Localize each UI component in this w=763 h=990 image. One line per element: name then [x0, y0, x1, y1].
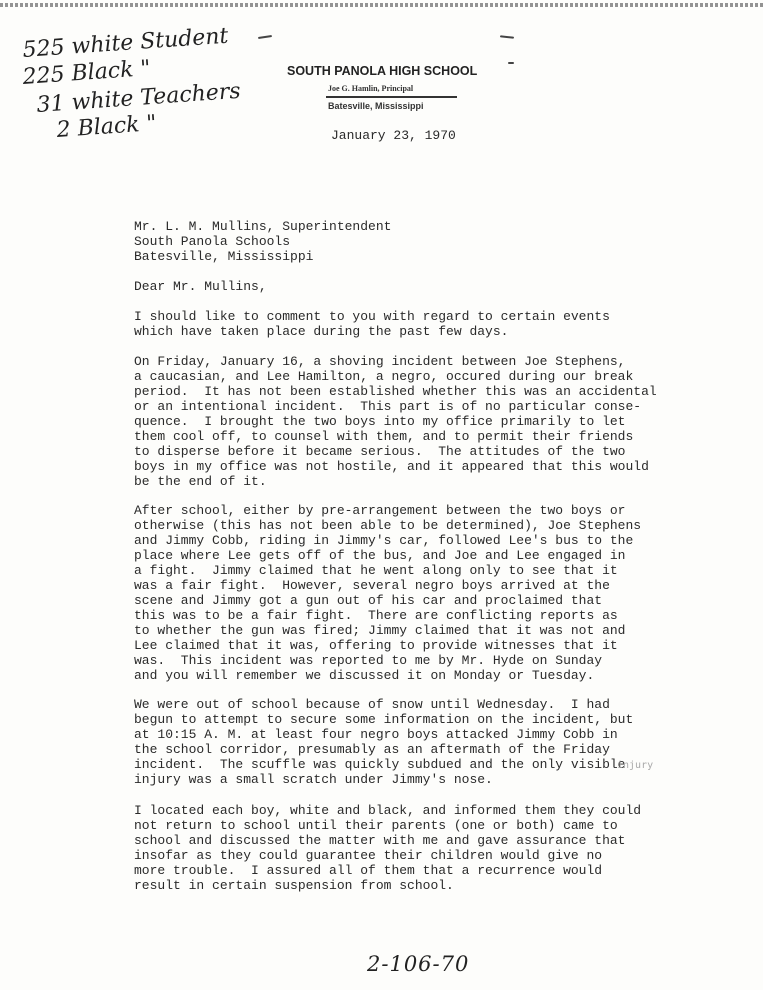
- body-paragraph-5: I located each boy, white and black, and informed them they could not return to school until their parents (one or both) came to school and discussed the matter with me and gave assurance that insofar as they could guarantee their children would give no more trouble. I assured all of them that a recurrence would result in certain suspension from school.: [134, 803, 642, 893]
- margin-bleed-text: injury: [617, 760, 654, 771]
- document-number: 2-106-70: [367, 952, 470, 976]
- recipient-line-3: Batesville, Mississippi: [134, 249, 314, 264]
- body-paragraph-3: After school, either by pre-arrangement between the two boys or otherwise (this has not been able to be determined), Joe Stephens and Jimmy Cobb, riding in Jimmy's car, followed Lee's bus to the place where Lee gets off of the bus, and Joe and Lee engaged in a fight. Jimmy claimed that he went along only to see that it was a fair fight. However, several negro boys arrived at the scene and Jimmy got a gun out of his car and proclaimed that this was to be a fair fight. There are conflicting reports as to whether the gun was fired; Jimmy claimed that it was not and Lee claimed that it was, offering to provide witnesses that it was. This incident was reported to me by Mr. Hyde on Sunday and you will remember we discussed it on Monday or Tuesday.: [134, 503, 642, 683]
- body-paragraph-4: We were out of school because of snow until Wednesday. I had begun to attempt to secure some information on the incident, but at 10:15 A. M. at least four negro boys attacked Jimmy Cobb in the school corridor, presumably as an aftermath of the Friday incident. The scuffle was quickly subdued and the only visible injury was a small scratch under Jimmy's nose.: [134, 697, 634, 787]
- handwritten-note-line-3: 31 white Teachers: [35, 78, 242, 118]
- recipient-line-1: Mr. L. M. Mullins, Superintendent: [134, 219, 392, 234]
- top-edge-border: [0, 3, 763, 7]
- letterhead-principal: Joe G. Hamlin, Principal: [328, 84, 414, 93]
- stray-pen-mark: [258, 35, 272, 39]
- handwritten-note-line-4: 2 Black ": [55, 111, 158, 143]
- stray-pen-mark: [500, 35, 514, 38]
- letterhead-school-name: SOUTH PANOLA HIGH SCHOOL: [287, 64, 478, 78]
- handwritten-note-line-2: 225 Black ": [21, 56, 152, 90]
- recipient-address: [134, 219, 391, 264]
- letterhead-divider: [326, 96, 457, 98]
- recipient-line-2: South Panola Schools: [134, 234, 291, 249]
- body-paragraph-2: On Friday, January 16, a shoving incident between Joe Stephens, a caucasian, and Lee Hamilton, a negro, occured during our break period. It has not been established whether this was an accidental or an intentional incident. This part is of no particular conse- quence. I brought the two boys into my office primarily to let them cool off, to counsel with them, and to permit their friends to disperse before it became serious. The attitudes of the two boys in my office was not hostile, and it appeared that this would be the end of it.: [134, 354, 657, 489]
- handwritten-note-line-1: 525 white Student: [21, 23, 230, 63]
- letter-date: January 23, 1970: [331, 128, 456, 143]
- stray-pen-mark: [508, 62, 514, 64]
- body-paragraph-1: I should like to comment to you with regard to certain events which have taken place during the past few days.: [134, 309, 610, 339]
- salutation: Dear Mr. Mullins,: [134, 279, 267, 294]
- letterhead-city: Batesville, Mississippi: [328, 101, 424, 111]
